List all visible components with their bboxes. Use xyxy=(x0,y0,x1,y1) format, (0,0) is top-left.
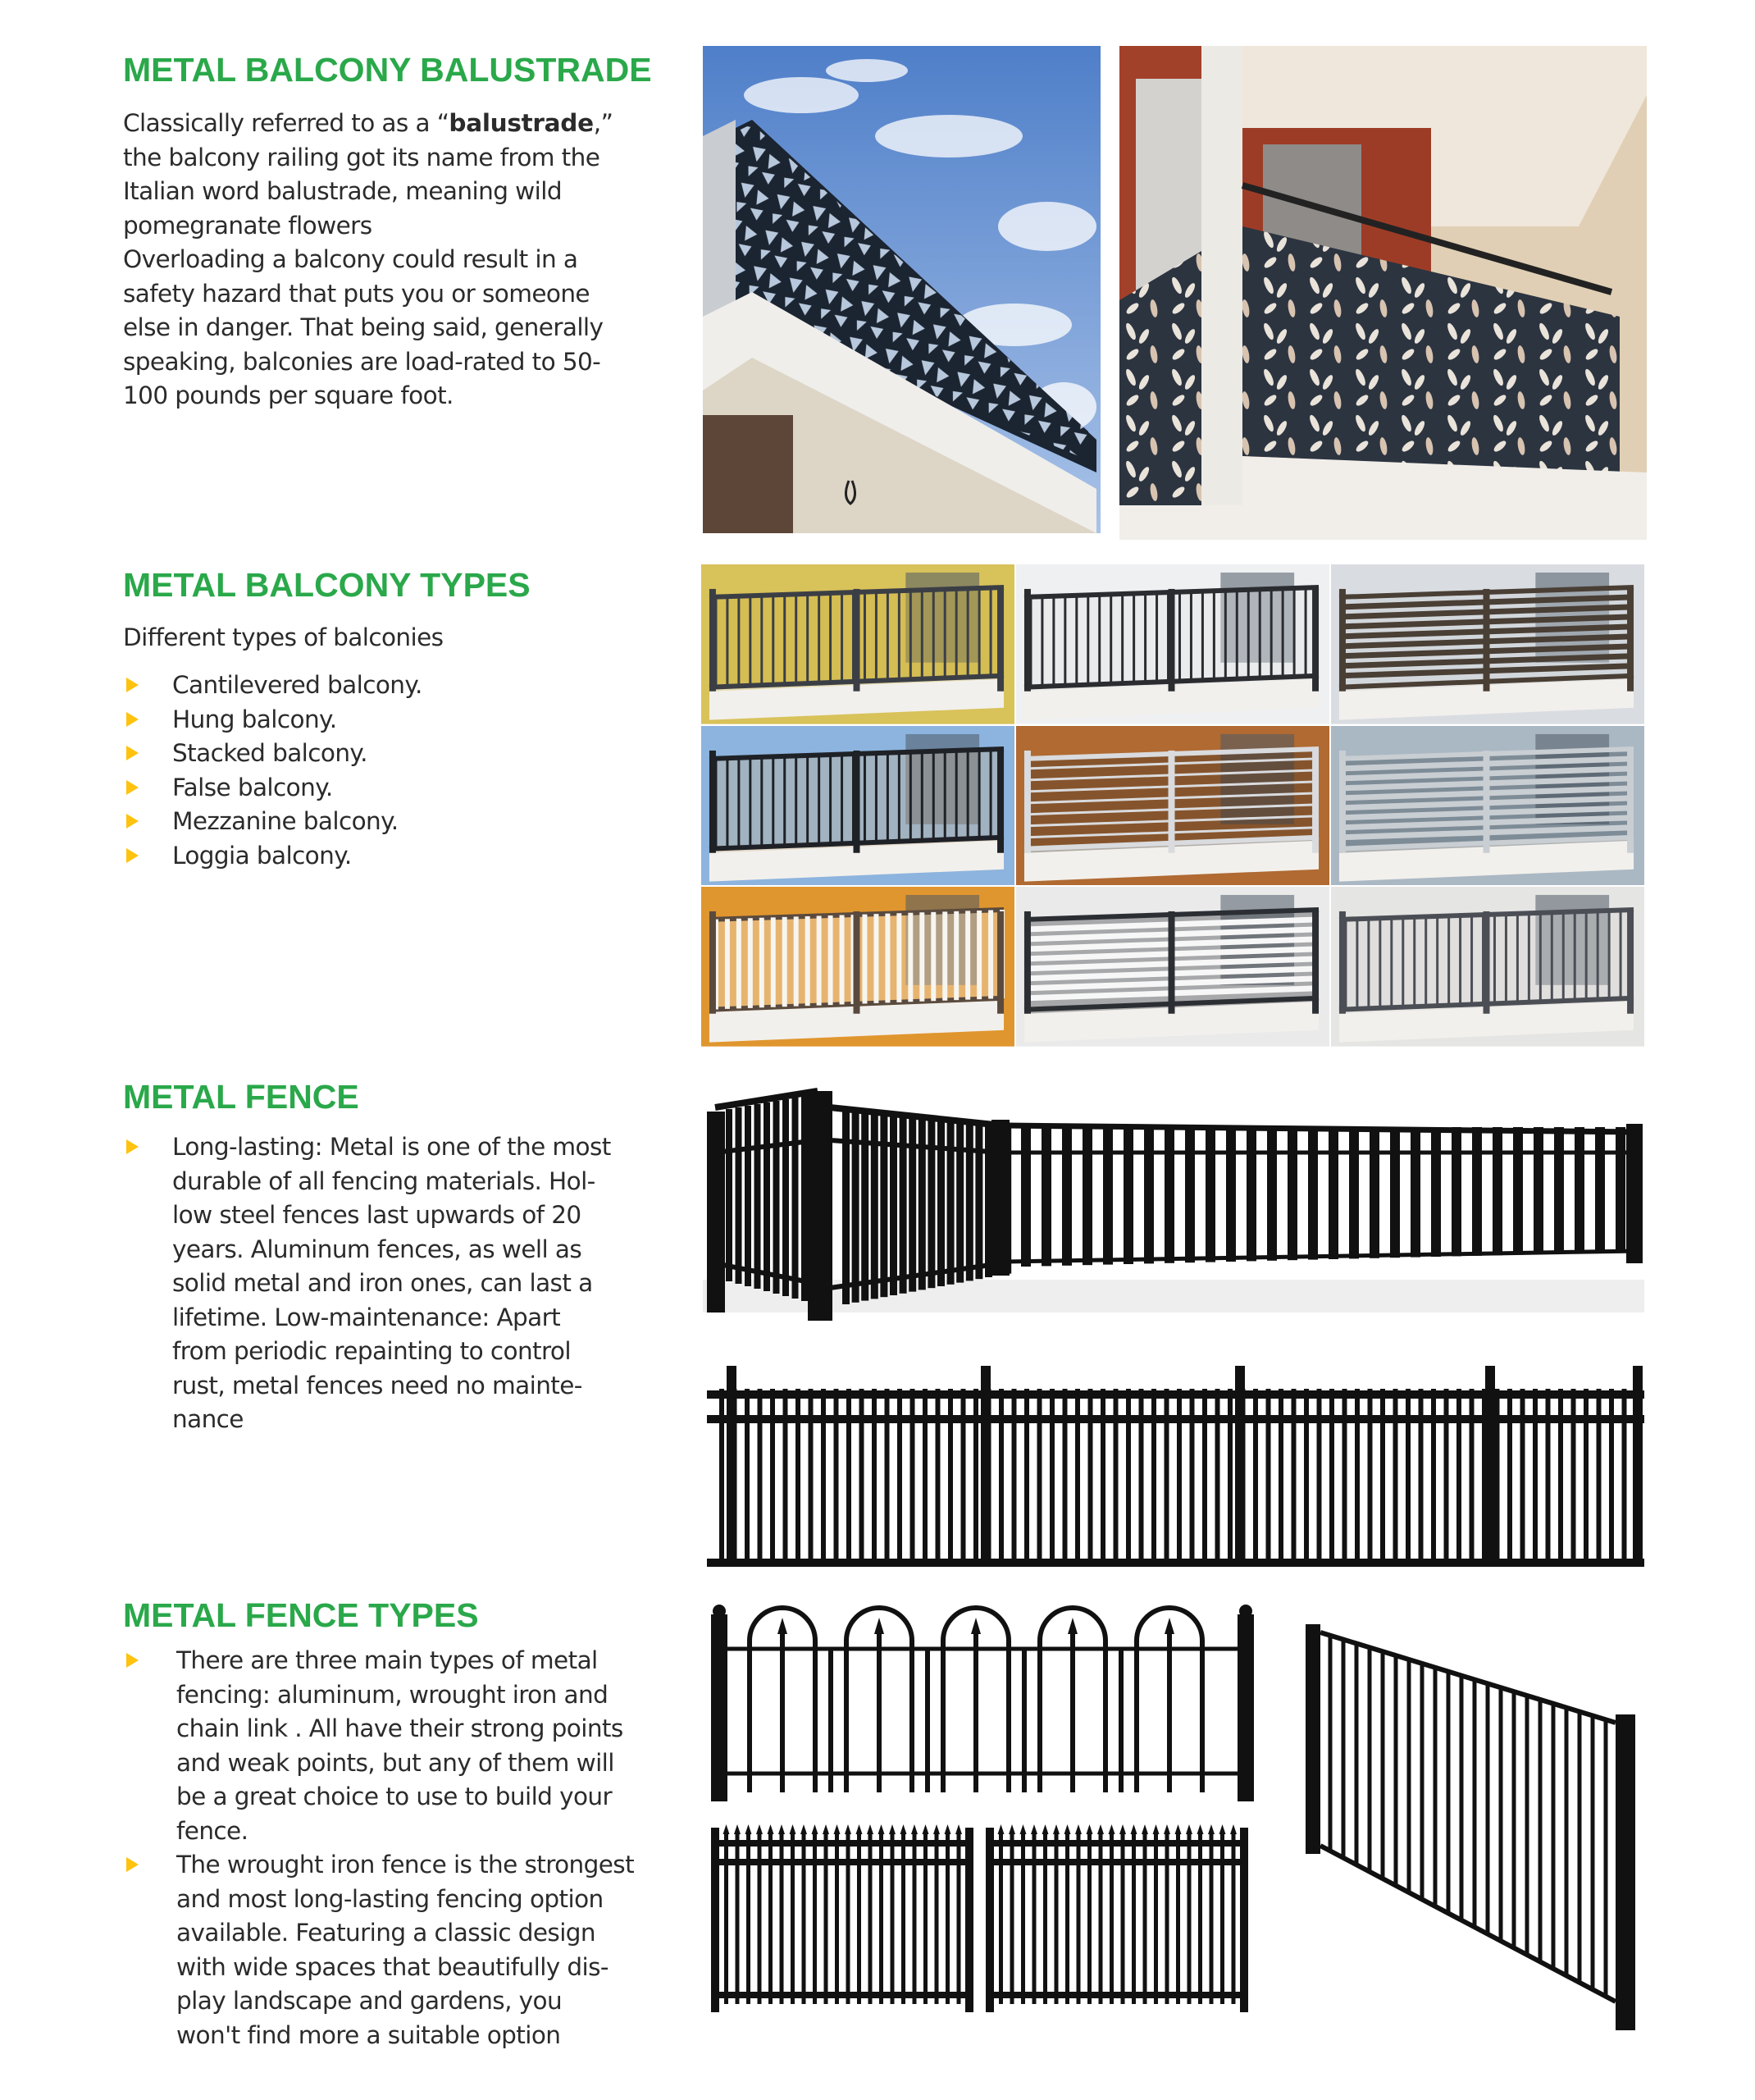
list-item-line: There are three main types of metal xyxy=(176,1646,598,1674)
paragraph-line: 100 pounds per square foot. xyxy=(123,381,454,409)
balcony-photo-grey-vertical-rail xyxy=(1331,887,1644,1047)
list-item-label: Hung balcony. xyxy=(172,705,337,733)
list-item-line: The wrought iron fence is the strongest xyxy=(176,1851,635,1879)
list-item-label: Cantilevered balcony. xyxy=(172,671,422,699)
paragraph-line xyxy=(123,107,697,141)
paragraph-line: safety hazard that puts you or someone xyxy=(123,279,590,308)
balcony-photo-orange-white-picket xyxy=(701,887,1014,1047)
list-item-line: durable of all fencing materials. Hol- xyxy=(172,1166,595,1195)
list-item-line: be a great choice to use to build your xyxy=(176,1783,613,1810)
list-item xyxy=(123,839,422,874)
triangle-right-icon xyxy=(126,780,139,795)
triangle-right-icon xyxy=(126,712,139,727)
list-item-line: and most long-lasting fencing option xyxy=(176,1884,604,1913)
triangle-right-icon xyxy=(126,678,139,692)
list-item-line: chain link . All have their strong points xyxy=(176,1714,623,1742)
paragraph-line: the balcony railing got its name from the xyxy=(123,143,600,171)
balcony-types-photo-grid xyxy=(701,564,1644,1047)
list-item-line: Long-lasting: Metal is one of the most xyxy=(172,1133,611,1161)
balustrade-paragraph xyxy=(123,107,697,413)
metal-fence-list xyxy=(123,1130,611,1437)
corner-fence-image xyxy=(703,1075,1644,1345)
list-item-line: lifetime. Low-maintenance: Apart xyxy=(172,1303,561,1331)
list-item xyxy=(123,1130,611,1437)
list-item xyxy=(123,669,422,703)
angled-panel-fence-image xyxy=(1288,1616,1657,2034)
list-item-label: Mezzanine balcony. xyxy=(172,807,399,835)
list-item-line: low steel fences last upwards of 20 xyxy=(172,1201,581,1229)
list-item-line: won't find more a suitable option xyxy=(176,2020,561,2049)
perforated-panel-balcony-photo xyxy=(703,46,1101,533)
list-item-label: Stacked balcony. xyxy=(172,739,367,767)
balcony-photo-horizontal-slats xyxy=(1331,564,1644,724)
balcony-photo-wood-cable-rail xyxy=(1016,726,1329,886)
spear-top-double-gate-image xyxy=(707,1819,1256,2016)
list-item-line: years. Aluminum fences, as well as xyxy=(172,1235,582,1263)
flat-panel-fence-image xyxy=(707,1366,1644,1567)
paragraph-line: Overloading a balcony could result in a xyxy=(123,245,578,273)
list-item-line: available. Featuring a classic design xyxy=(176,1919,596,1947)
fence-types-list xyxy=(123,1644,634,2052)
bold-term: balustrade xyxy=(449,109,594,137)
section-title-balustrade: METAL BALCONY BALUSTRADE xyxy=(123,51,652,89)
list-item-line: fencing: aluminum, wrought iron and xyxy=(176,1680,609,1709)
balcony-types-list xyxy=(123,669,422,873)
list-item xyxy=(123,1848,634,2052)
triangle-right-icon xyxy=(126,1653,139,1668)
list-item-line: solid metal and iron ones, can last a xyxy=(172,1269,593,1297)
list-item-line: play landscape and gardens, you xyxy=(176,1987,563,2015)
paragraph-line: speaking, balconies are load-rated to 50- xyxy=(123,347,601,376)
list-item-line: nance xyxy=(172,1405,244,1433)
list-item xyxy=(123,771,422,806)
balcony-types-subtitle: Different types of balconies xyxy=(123,623,444,651)
triangle-right-icon xyxy=(126,746,139,760)
list-item-line: fence. xyxy=(176,1816,248,1845)
triangle-right-icon xyxy=(126,848,139,863)
list-item-label: Loggia balcony. xyxy=(172,841,352,870)
balcony-photo-white-vertical xyxy=(1016,564,1329,724)
list-item-line: rust, metal fences need no mainte- xyxy=(172,1371,582,1399)
list-item xyxy=(123,805,422,839)
section-title-metal-fence: METAL FENCE xyxy=(123,1078,359,1116)
balcony-photo-glass-dark-panels xyxy=(1331,726,1644,886)
triangle-right-icon xyxy=(126,814,139,829)
triangle-right-icon xyxy=(126,1139,139,1154)
list-item xyxy=(123,737,422,771)
section-title-fence-types: METAL FENCE TYPES xyxy=(123,1596,479,1634)
floral-cutout-balcony-photo xyxy=(1119,46,1647,540)
list-item xyxy=(123,703,422,737)
paragraph-line: pomegranate flowers xyxy=(123,211,372,240)
paragraph-line: Italian word balustrade, meaning wild xyxy=(123,177,562,205)
hoop-top-fence-image xyxy=(707,1591,1256,1805)
section-title-balcony-types: METAL BALCONY TYPES xyxy=(123,566,531,604)
list-item xyxy=(123,1644,634,1848)
paragraph-line: else in danger. That being said, generally xyxy=(123,313,604,341)
balcony-photo-dark-white-louvers xyxy=(1016,887,1329,1047)
text-run: Classically referred to as a “ xyxy=(123,109,449,137)
list-item-label: False balcony. xyxy=(172,773,333,801)
list-item-line: and weak points, but any of them will xyxy=(176,1748,614,1777)
list-item-line: from periodic repainting to control xyxy=(172,1337,571,1365)
triangle-right-icon xyxy=(126,1857,139,1872)
text-run: ,” xyxy=(593,109,613,137)
list-item-line: with wide spaces that beautifully dis- xyxy=(176,1952,609,1981)
balcony-photo-blue-sky-black-rail xyxy=(701,726,1014,886)
balcony-photo-yellow-wall xyxy=(701,564,1014,724)
